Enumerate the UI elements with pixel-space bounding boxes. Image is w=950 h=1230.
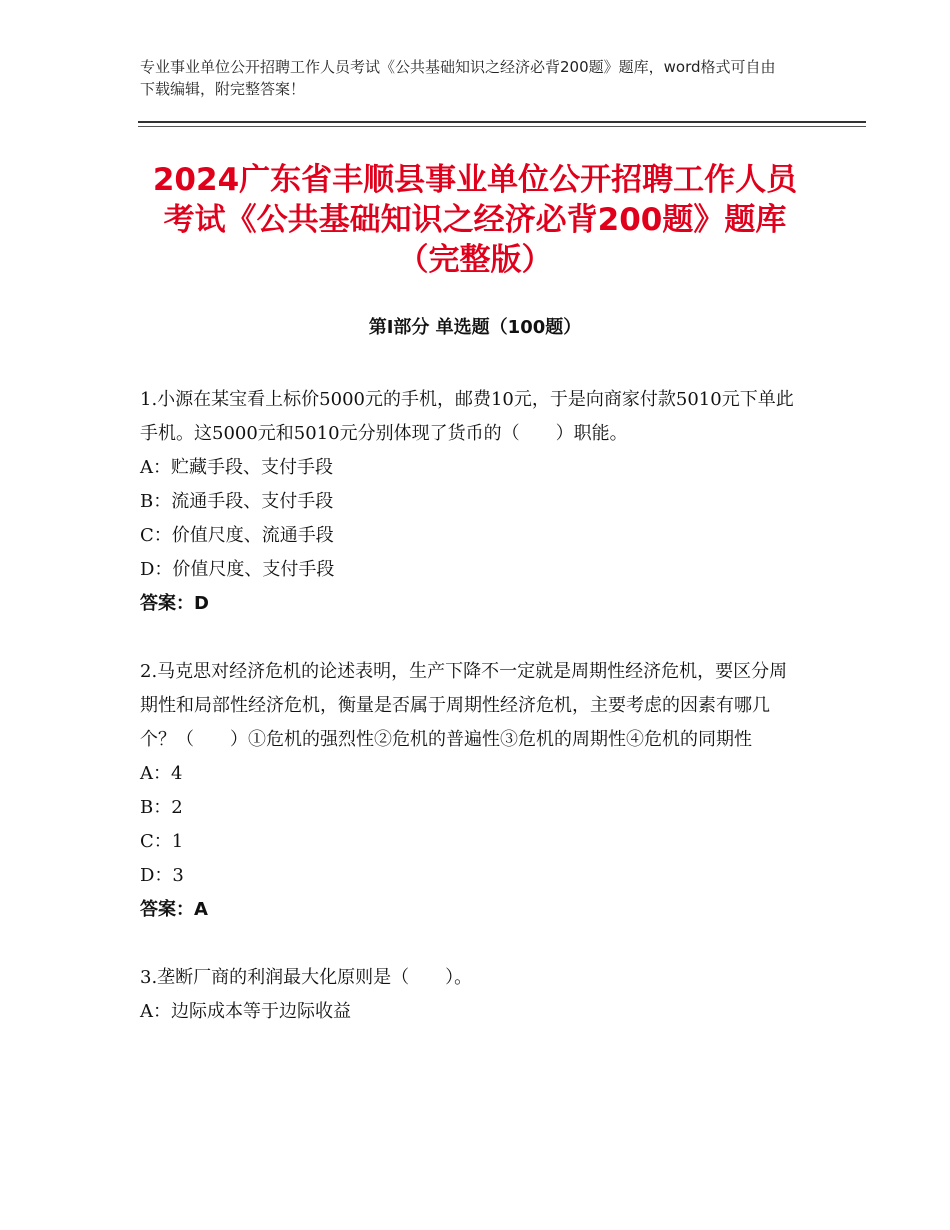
- header-rule-thin: [138, 126, 866, 127]
- question-list: [140, 383, 800, 1063]
- document-title: 2024广东省丰顺县事业单位公开招聘工作人员考试《公共基础知识之经济必背200题》题库（完整版）: [152, 162, 798, 278]
- question-3: [140, 961, 800, 1029]
- answer: 答案：A: [140, 899, 208, 920]
- question-stem: 1.小源在某宝看上标价5000元的手机，邮费10元，于是向商家付款5010元下单此手机。这5000元和5010元分别体现了货币的（ ）职能。: [140, 389, 794, 444]
- section-heading: 第Ⅰ部分 单选题（100题）: [368, 317, 582, 338]
- option-d: D：价值尺度、支付手段: [140, 559, 335, 580]
- option-c: C：价值尺度、流通手段: [140, 525, 334, 546]
- question-2: [140, 655, 800, 927]
- option-c: C：1: [140, 831, 184, 852]
- option-a: A：贮藏手段、支付手段: [140, 457, 333, 478]
- question-1: [140, 383, 800, 621]
- question-stem: 2.马克思对经济危机的论述表明，生产下降不一定就是周期性经济危机，要区分周期性和局部性经济危机，衡量是否属于周期性经济危机，主要考虑的因素有哪几个？（ ）①危机的强烈性②危机的普遍性③危机的周期性④危机的同期性: [140, 661, 788, 750]
- option-a: A：4: [140, 763, 183, 784]
- page-header: 专业事业单位公开招聘工作人员考试《公共基础知识之经济必背200题》题库，word格式可自由下载编辑，附完整答案！: [140, 58, 776, 98]
- answer: 答案：D: [140, 593, 209, 614]
- option-b: B：流通手段、支付手段: [140, 491, 334, 512]
- header-rule-thick: [138, 121, 866, 123]
- option-d: D：3: [140, 865, 184, 886]
- option-b: B：2: [140, 797, 183, 818]
- question-stem: 3.垄断厂商的利润最大化原则是（ ）。: [140, 967, 473, 988]
- option-a: A：边际成本等于边际收益: [140, 1001, 351, 1022]
